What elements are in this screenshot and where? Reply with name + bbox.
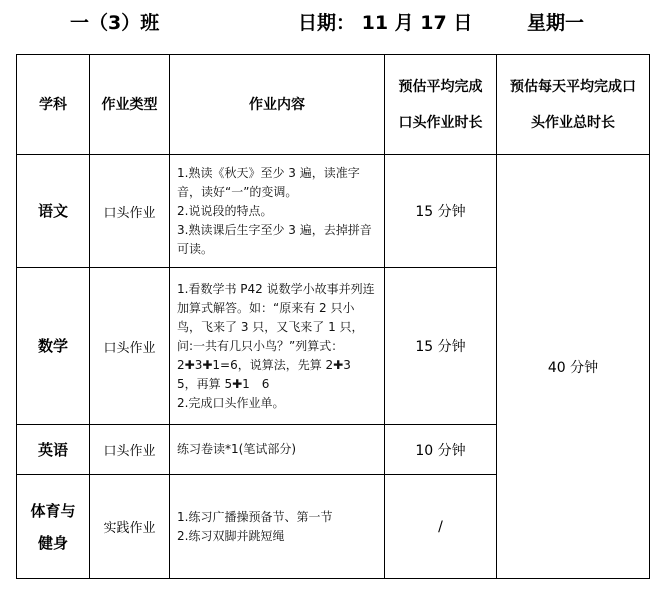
subject-line: 体育与 <box>30 501 76 520</box>
type-column-header: 作业类型 <box>90 55 170 155</box>
time-cell: 15 分钟 <box>385 155 497 268</box>
table-header-row <box>17 55 650 155</box>
page-header <box>0 8 663 40</box>
avg-time-header-line1: 预估平均完成 <box>398 78 483 95</box>
content-cell <box>170 268 385 425</box>
content-cell <box>170 475 385 579</box>
table-row-chinese <box>17 155 650 268</box>
subject-column-header: 学科 <box>17 55 90 155</box>
subject-cell <box>17 475 90 579</box>
weekday-label: 星期一 <box>527 12 585 34</box>
content-line: 1.练习广播操预备节、第一节 <box>177 509 333 524</box>
subject-cell: 语文 <box>17 155 90 268</box>
class-title: 一（3）班 <box>70 12 160 34</box>
content-line: 3.熟读课后生字至少 3 遍，去掉拼音可读。 <box>177 222 372 256</box>
daily-total-header-line2: 头作业总时长 <box>531 114 615 131</box>
content-cell <box>170 425 385 475</box>
content-line: 2.练习双脚并跳短绳 <box>177 528 285 543</box>
subject-cell: 英语 <box>17 425 90 475</box>
type-cell: 实践作业 <box>90 475 170 579</box>
avg-time-header-line2: 口头作业时长 <box>398 114 483 131</box>
avg-time-column-header <box>385 55 497 155</box>
subject-cell: 数学 <box>17 268 90 425</box>
type-cell: 口头作业 <box>90 155 170 268</box>
content-line: 1.熟读《秋天》至少 3 遍，读准字音，读好“一”的变调。 <box>177 165 360 199</box>
content-line: 练习卷读*1(笔试部分) <box>177 442 296 456</box>
time-cell: 10 分钟 <box>385 425 497 475</box>
daily-total-header-line1: 预估每天平均完成口 <box>510 78 636 95</box>
content-line: 2.完成口头作业单。 <box>177 395 285 410</box>
content-line: 1.看数学书 P42 说数学小故事并列连加算式解答。如：“原来有 2 只小鸟，飞来了 3 只，又飞来了 1 只，问:一共有几只小鸟？”列算式：2✚3✚1=6，说算法，先算 2✚3 5，再算 5✚1 6 <box>177 281 375 391</box>
daily-total-cell: 40 分钟 <box>497 155 650 579</box>
content-line: 2.说说段的特点。 <box>177 203 273 218</box>
subject-line: 健身 <box>37 533 68 552</box>
daily-total-column-header <box>497 55 650 155</box>
type-cell: 口头作业 <box>90 425 170 475</box>
type-cell: 口头作业 <box>90 268 170 425</box>
time-cell: 15 分钟 <box>385 268 497 425</box>
content-column-header: 作业内容 <box>170 55 385 155</box>
content-cell <box>170 155 385 268</box>
time-cell: / <box>385 475 497 579</box>
homework-table <box>16 54 650 579</box>
date-label: 日期： 11 月 17 日 <box>298 12 473 34</box>
